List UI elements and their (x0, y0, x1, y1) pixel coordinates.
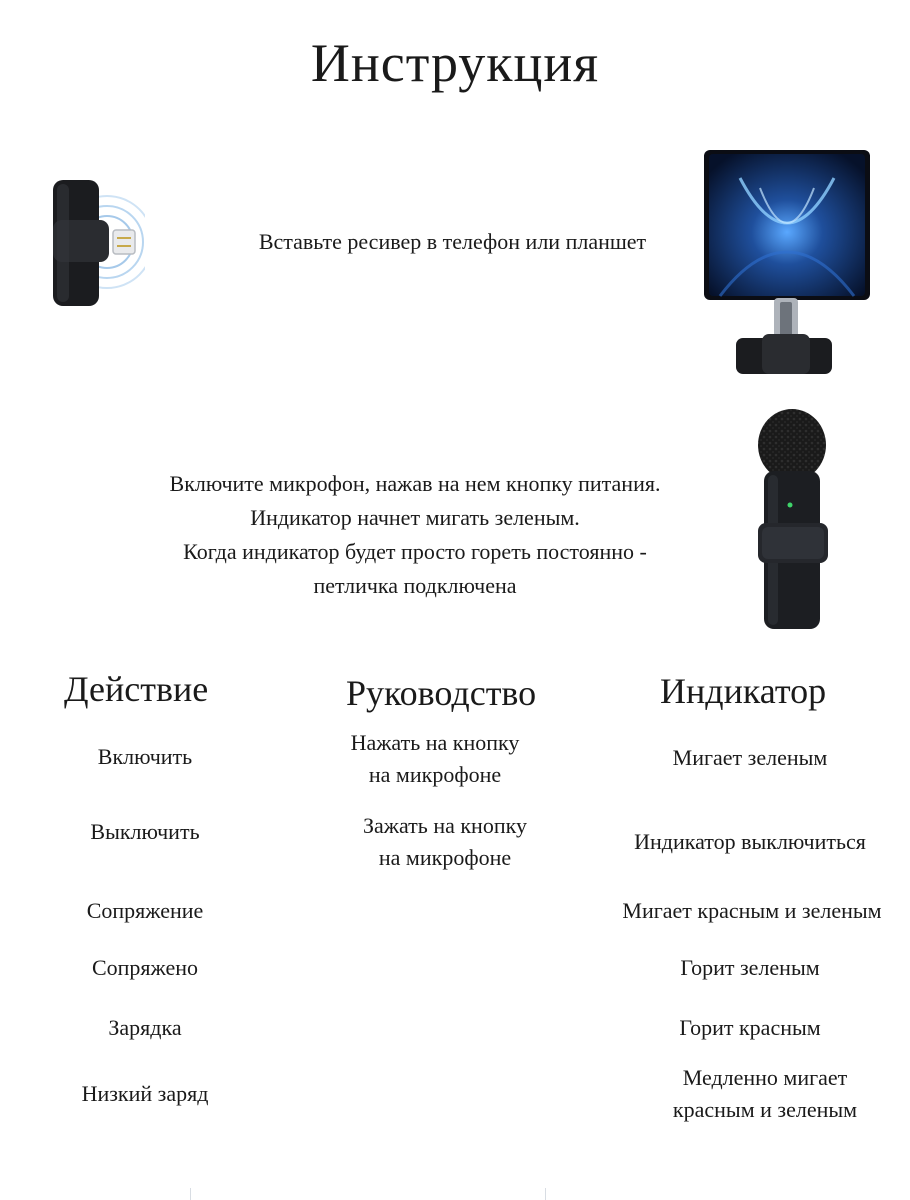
divider-tick (545, 1188, 546, 1200)
guide-line: Зажать на кнопку (363, 813, 527, 838)
action-cell: Низкий заряд (81, 1081, 209, 1106)
indicator-line: красным и зеленым (672, 1097, 858, 1122)
microphone-image (750, 405, 840, 633)
indicator-line: Медленно мигает (682, 1065, 848, 1090)
action-cell: Зарядка (108, 1015, 182, 1040)
indicator-line: Мигает зеленым (672, 745, 828, 770)
action-cell: Выключить (90, 819, 200, 844)
step2-line: Индикатор начнет мигать зеленым. (250, 505, 580, 530)
step2-line: Когда индикатор будет просто гореть постоянно - (183, 539, 647, 564)
indicator-cell (615, 1062, 910, 1126)
divider-tick (190, 1188, 191, 1200)
step2-line: Включите микрофон, нажав на нем кнопку питания. (169, 471, 661, 496)
guide-line: Нажать на кнопку (350, 730, 520, 755)
guide-cell (300, 727, 570, 791)
indicator-line: Мигает красным и зеленым (622, 898, 882, 923)
indicator-cell (600, 742, 900, 774)
receiver-image (45, 172, 145, 312)
indicator-cell (600, 1012, 900, 1044)
action-cell: Включить (97, 744, 193, 769)
guide-cell (310, 810, 580, 874)
phone-with-receiver-image (700, 148, 875, 380)
action-cell: Сопряжено (91, 955, 198, 980)
step2-line: петличка подключена (313, 573, 517, 598)
indicator-line: Горит красным (679, 1015, 821, 1040)
page-title: Инструкция (310, 33, 600, 93)
indicator-cell (596, 895, 908, 927)
column-header-indicator: Индикатор (660, 671, 827, 711)
step2-text (95, 467, 735, 603)
step1-text: Вставьте ресивер в телефон или планшет (258, 229, 647, 254)
column-header-guide: Руководство (346, 673, 537, 713)
action-cell: Сопряжение (86, 898, 204, 923)
indicator-line: Индикатор выключиться (634, 829, 866, 854)
guide-line: на микрофоне (368, 762, 502, 787)
column-header-action: Действие (64, 669, 209, 709)
indicator-cell (600, 952, 900, 984)
guide-line: на микрофоне (378, 845, 512, 870)
indicator-cell (600, 826, 900, 858)
indicator-line: Горит зеленым (680, 955, 820, 980)
